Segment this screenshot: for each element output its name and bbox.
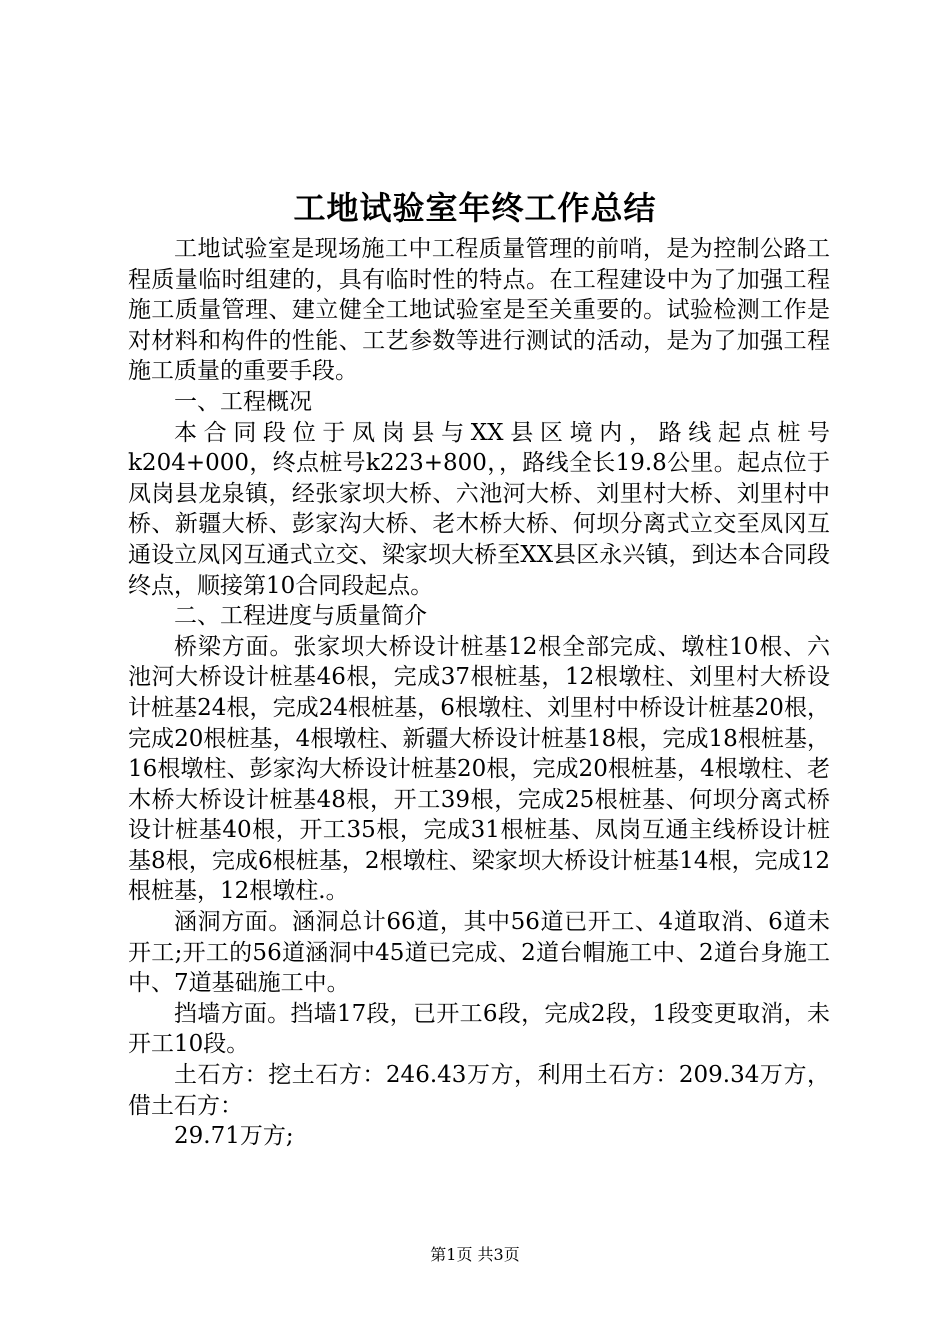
section-heading-overview: 一、工程概况 — [174, 388, 312, 415]
paragraph-culverts: 涵洞方面。涵洞总计66道，其中56道已开工、4道取消、6道未开工;开工的56道涵洞中45道已完成、2道台帽施工中、2道台身施工中、7道基础施工中。 — [128, 909, 830, 997]
paragraph-earthwork: 土石方：挖土石方：246.43万方，利用土石方：209.34万方，借土石方： — [128, 1062, 830, 1119]
paragraph-earthwork-continued: 29.71万方; — [174, 1123, 294, 1150]
paragraph-retaining-walls: 挡墙方面。挡墙17段，已开工6段，完成2段，1段变更取消，未开工10段。 — [128, 1000, 830, 1058]
document-title: 工地试验室年终工作总结 — [293, 189, 657, 227]
section-heading-progress: 二、工程进度与质量简介 — [174, 603, 427, 630]
paragraph-overview: 本合同段位于凤岗县与XX县区境内，路线起点桩号k204+000，终点桩号k223+800，，路线全长19.8公里。起点位于凤岗县龙泉镇，经张家坝大桥、六池河大桥、刘里村大桥、刘里村中桥、新疆大桥、彭家沟大桥、老木桥大桥、何坝分离式立交至凤冈互通设立凤冈互通式立交、梁家坝大桥至XX县区永兴镇，到达本合同段终点，顺接第10合同段起点。 — [128, 419, 830, 599]
paragraph-intro: 工地试验室是现场施工中工程质量管理的前哨，是为控制公路工程质量临时组建的，具有临时性的特点。在工程建设中为了加强工程施工质量管理、建立健全工地试验室是至关重要的。试验检测工作是对材料和构件的性能、工艺参数等进行测试的活动，是为了加强工程施工质量的重要手段。 — [128, 236, 830, 385]
paragraph-bridges: 桥梁方面。张家坝大桥设计桩基12根全部完成、墩柱10根、六池河大桥设计桩基46根，完成37根桩基，12根墩柱、刘里村大桥设计桩基24根，完成24根桩基，6根墩柱、刘里村中桥设计桩基20根，完成20根桩基，4根墩柱、新疆大桥设计桩基18根，完成18根桩基，16根墩柱、彭家沟大桥设计桩基20根，完成20根桩基，4根墩柱、老木桥大桥设计桩基48根，开工39根，完成25根桩基、何坝分离式桥设计桩基40根，开工35根，完成31根桩基、凤岗互通主线桥设计桩基8根，完成6根桩基，2根墩柱、梁家坝大桥设计桩基14根，完成12根桩基，12根墩柱.。 — [128, 633, 830, 905]
document-body — [128, 234, 830, 1152]
page-footer: 第1页 共3页 — [430, 1245, 520, 1264]
